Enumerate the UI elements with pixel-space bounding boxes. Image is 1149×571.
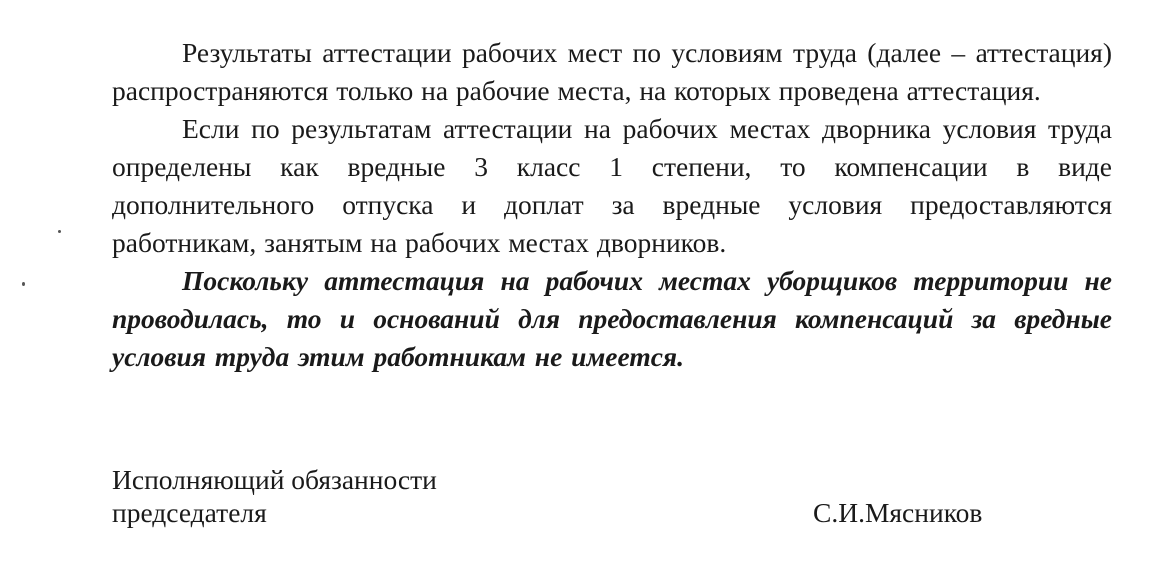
signatory-position-line1: Исполняющий обязанности: [112, 464, 437, 495]
scan-speck: [58, 230, 61, 233]
signatory-position-line2: председателя: [112, 497, 267, 528]
signatory-position: [112, 463, 437, 529]
paragraph-conclusion: Поскольку аттестация на рабочих местах уборщиков территории не проводилась, то и оснований для предоставления компенсаций за вредные условия труда этим работникам не имеется.: [112, 265, 1112, 372]
paragraph-janitor-compensation: Если по результатам аттестации на рабочих местах дворника условия труда определены как вредные 3 класс 1 степени, то компенсации в виде дополнительного отпуска и доплат за вредные условия предоставляются работникам, занятым на рабочих местах дворников.: [112, 113, 1112, 258]
signatory-name: С.И.Мясников: [813, 497, 983, 528]
document-body: [112, 34, 1112, 376]
scan-speck: [22, 282, 25, 286]
paragraph-attestation-scope: Результаты аттестации рабочих мест по условиям труда (далее – аттестация) распространяются только на рабочие места, на которых проведена аттестация.: [112, 37, 1112, 106]
